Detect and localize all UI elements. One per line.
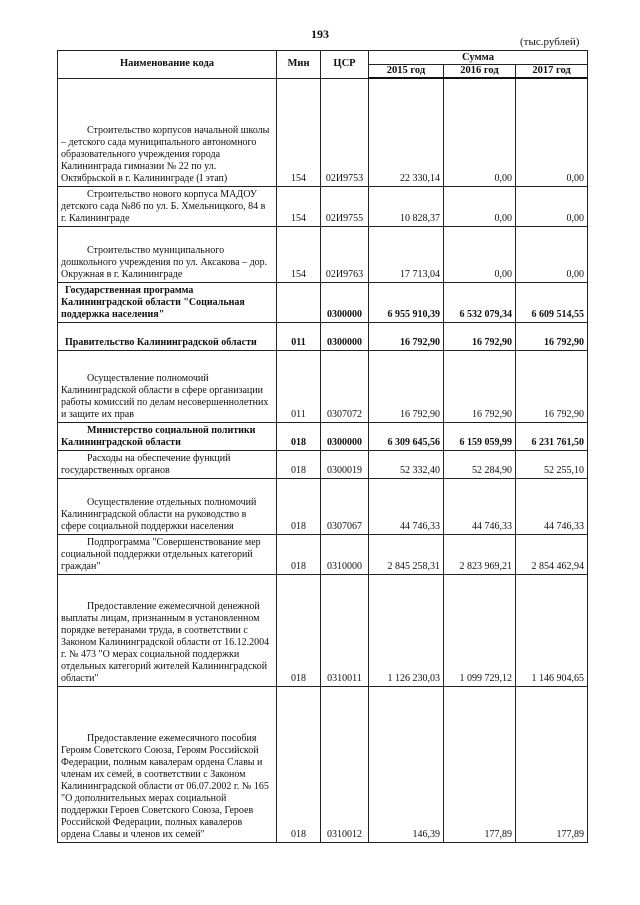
row-csr: 0307067 [321, 478, 369, 534]
row-2016: 0,00 [444, 78, 516, 186]
table-row [58, 322, 588, 350]
row-2017: 16 792,90 [516, 350, 588, 422]
row-2016: 6 159 059,99 [444, 422, 516, 450]
row-2016: 0,00 [444, 226, 516, 282]
row-min: 154 [277, 78, 321, 186]
row-csr: 0300019 [321, 450, 369, 478]
table-row [58, 574, 588, 686]
header-csr: ЦСР [321, 51, 369, 79]
row-name: Осуществление отдельных полномочий Калининградской области на руководство в сфере социальной поддержки населения [58, 478, 277, 534]
row-2015: 1 126 230,03 [369, 574, 444, 686]
row-2015: 17 713,04 [369, 226, 444, 282]
page-number: 193 [311, 27, 329, 41]
row-2017: 6 609 514,55 [516, 282, 588, 322]
row-name: Строительство нового корпуса МАДОУ детского сада №86 по ул. Б. Хмельницкого, 84 в г. Калининграде [58, 186, 277, 226]
row-csr: 0300000 [321, 282, 369, 322]
row-2015: 44 746,33 [369, 478, 444, 534]
row-2016: 16 792,90 [444, 350, 516, 422]
row-2017: 1 146 904,65 [516, 574, 588, 686]
row-csr: 0307072 [321, 350, 369, 422]
table-row [58, 350, 588, 422]
row-csr: 0300000 [321, 422, 369, 450]
row-2016: 6 532 079,34 [444, 282, 516, 322]
row-name: Предоставление ежемесячного пособия Героям Советского Союза, Героям Российской Федерации, полным кавалерам ордена Славы и членам их семей, в соответствии с Законом Калининградской области от 06.07.2002 г. № 165 "О дополнительных мерах социальной поддержки Героев Советского Союза, Героев Российской Федерации, полных кавалеров ордена Славы и членов их семей" [58, 686, 277, 842]
row-name: Расходы на обеспечение функций государственных органов [58, 450, 277, 478]
row-name: Министерство социальной политики Калининградской области [58, 422, 277, 450]
budget-table [57, 50, 588, 843]
header-year-2015: 2015 год [369, 65, 444, 79]
header-year-2017: 2017 год [516, 65, 588, 79]
row-2016: 0,00 [444, 186, 516, 226]
row-2017: 0,00 [516, 186, 588, 226]
row-min: 018 [277, 478, 321, 534]
row-min: 018 [277, 450, 321, 478]
row-min [277, 282, 321, 322]
row-name: Государственная программа Калининградской области "Социальная поддержка населения" [58, 282, 277, 322]
header-min: Мин [277, 51, 321, 79]
row-2015: 16 792,90 [369, 322, 444, 350]
table-row [58, 422, 588, 450]
row-csr: 02И9763 [321, 226, 369, 282]
row-min: 018 [277, 422, 321, 450]
units-label: (тыс.рублей) [520, 36, 580, 48]
row-min: 011 [277, 322, 321, 350]
row-2016: 52 284,90 [444, 450, 516, 478]
row-2017: 177,89 [516, 686, 588, 842]
row-2015: 146,39 [369, 686, 444, 842]
table-row [58, 478, 588, 534]
row-2016: 177,89 [444, 686, 516, 842]
row-csr: 02И9753 [321, 78, 369, 186]
row-csr: 0310012 [321, 686, 369, 842]
row-2015: 16 792,90 [369, 350, 444, 422]
row-csr: 0310011 [321, 574, 369, 686]
table-row [58, 282, 588, 322]
row-2015: 52 332,40 [369, 450, 444, 478]
row-min: 154 [277, 226, 321, 282]
row-2016: 16 792,90 [444, 322, 516, 350]
table-row [58, 226, 588, 282]
table-row [58, 78, 588, 186]
row-name: Правительство Калининградской области [58, 322, 277, 350]
row-2015: 2 845 258,31 [369, 534, 444, 574]
header-year-2016: 2016 год [444, 65, 516, 79]
row-2017: 44 746,33 [516, 478, 588, 534]
row-name: Подпрограмма "Совершенствование мер социальной поддержки отдельных категорий граждан" [58, 534, 277, 574]
row-2017: 52 255,10 [516, 450, 588, 478]
row-2017: 0,00 [516, 226, 588, 282]
row-2016: 2 823 969,21 [444, 534, 516, 574]
table-row [58, 686, 588, 842]
table-row [58, 450, 588, 478]
row-2015: 6 309 645,56 [369, 422, 444, 450]
row-2017: 0,00 [516, 78, 588, 186]
row-min: 011 [277, 350, 321, 422]
row-2015: 6 955 910,39 [369, 282, 444, 322]
row-2017: 2 854 462,94 [516, 534, 588, 574]
row-2015: 22 330,14 [369, 78, 444, 186]
row-2017: 6 231 761,50 [516, 422, 588, 450]
row-name: Предоставление ежемесячной денежной выплаты лицам, признанным в установленном порядке ветеранами труда, в соответствии с Законом Калининградской области от 16.12.2004 г. № 473 "О мерах социальной поддержки отдельных категорий жителей Калининградской области" [58, 574, 277, 686]
row-csr: 0300000 [321, 322, 369, 350]
row-2015: 10 828,37 [369, 186, 444, 226]
row-min: 018 [277, 534, 321, 574]
table-row [58, 534, 588, 574]
table-row [58, 186, 588, 226]
row-name: Осуществление полномочий Калининградской области в сфере организации работы комиссий по делам несовершеннолетних и защите их прав [58, 350, 277, 422]
row-min: 154 [277, 186, 321, 226]
header-sum: Сумма [369, 51, 588, 65]
row-csr: 02И9755 [321, 186, 369, 226]
row-2016: 44 746,33 [444, 478, 516, 534]
row-name: Строительство корпусов начальной школы – детского сада муниципального автономного образовательного учреждения города Калининграда гимназии № 22 по ул. Октябрьской в г. Калининграде (I этап) [58, 78, 277, 186]
row-csr: 0310000 [321, 534, 369, 574]
row-name: Строительство муниципального дошкольного учреждения по ул. Аксакова – дор. Окружная в г. Калининграде [58, 226, 277, 282]
row-2017: 16 792,90 [516, 322, 588, 350]
row-min: 018 [277, 686, 321, 842]
row-min: 018 [277, 574, 321, 686]
header-name: Наименование кода [58, 51, 277, 79]
row-2016: 1 099 729,12 [444, 574, 516, 686]
